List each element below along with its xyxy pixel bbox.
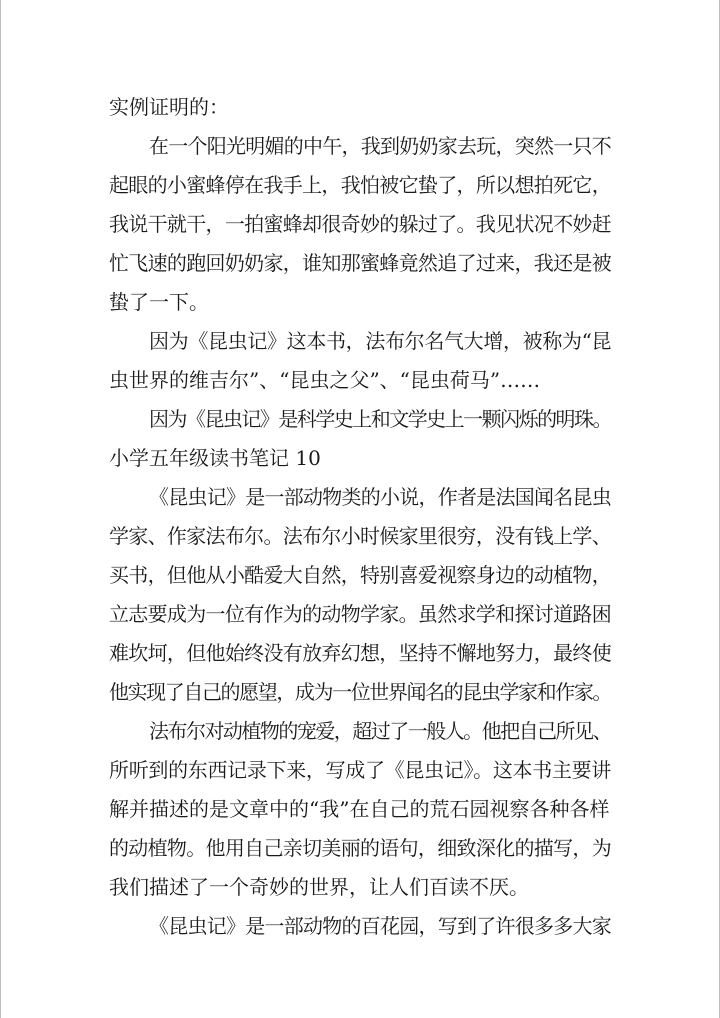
text-line: 因为《昆虫记》这本书，法布尔名气大增，被称为“昆 (149, 329, 612, 353)
text-line: 我们描述了一个奇妙的世界，让人们百读不厌。 (109, 875, 529, 899)
text-line: 《昆虫记》是一部动物类的小说，作者是法国闻名昆虫 (149, 485, 611, 509)
text-line: 虫世界的维吉尔”、“昆虫之父”、“昆虫荷马”…… (109, 368, 541, 392)
text-line: 解并描述的是文章中的“我”在自己的荒石园视察各种各样 (109, 797, 610, 821)
text-line: 在一个阳光明媚的中午，我到奶奶家去玩，突然一只不 (149, 134, 611, 158)
text-line: 立志要成为一位有作为的动物学家。虽然求学和探讨道路困 (109, 602, 611, 626)
text-line: 买书，但他从小酷爱大自然，特别喜爱视察身边的动植物， (109, 563, 611, 587)
text-line: 实例证明的： (109, 95, 229, 119)
text-line: 《昆虫记》是一部动物的百花园，写到了许很多多大家 (149, 914, 611, 938)
text-line: 因为《昆虫记》是科学史上和文学史上一颗闪烁的明珠。 (149, 407, 611, 431)
text-line: 起眼的小蜜蜂停在我手上，我怕被它蛰了，所以想拍死它， (109, 173, 611, 197)
text-line: 他实现了自己的愿望，成为一位世界闻名的昆虫学家和作家。 (109, 680, 611, 704)
document-body (109, 88, 611, 946)
text-line: 我说干就干，一拍蜜蜂却很奇妙的躲过了。我见状况不妙赶 (109, 212, 611, 236)
text-line: 蛰了一下。 (109, 290, 209, 314)
text-line: 难坎坷，但他始终没有放弃幻想，坚持不懈地努力，最终使 (109, 641, 611, 665)
text-line: 法布尔对动植物的宠爱，超过了一般人。他把自己所见、 (149, 719, 611, 743)
text-line: 小学五年级读书笔记 10 (109, 446, 321, 470)
text-line: 学家、作家法布尔。法布尔小时候家里很穷，没有钱上学、 (109, 524, 611, 548)
text-line: 忙飞速的跑回奶奶家，谁知那蜜蜂竟然追了过来，我还是被 (109, 251, 611, 275)
text-line: 的动植物。他用自己亲切美丽的语句，细致深化的描写，为 (109, 836, 611, 860)
text-line: 所听到的东西记录下来，写成了《昆虫记》。这本书主要讲 (109, 758, 611, 782)
